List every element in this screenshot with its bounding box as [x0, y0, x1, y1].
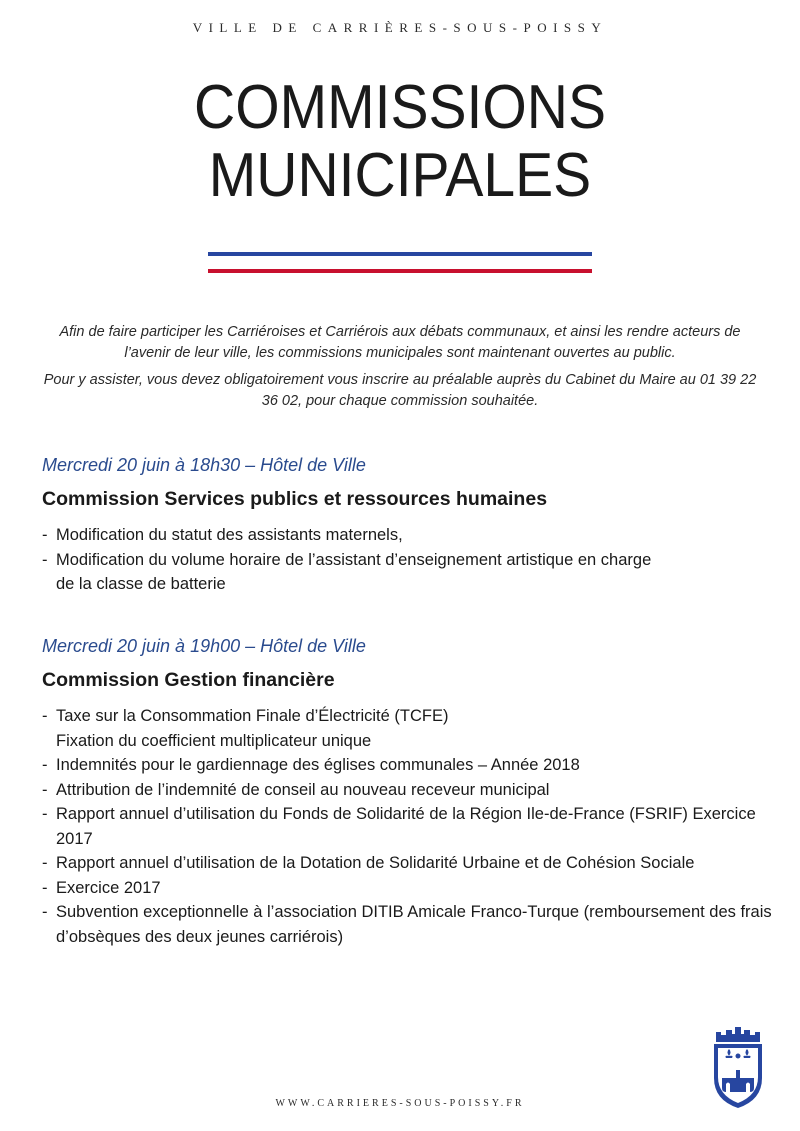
agenda-list [42, 523, 772, 597]
title-line-2: MUNICIPALES [208, 141, 592, 210]
town-name: VILLE DE CARRIÈRES-SOUS-POISSY [192, 20, 608, 35]
title-line-1: COMMISSIONS [194, 73, 606, 142]
intro-paragraph-2: Pour y assister, vous devez obligatoirement vous inscrire au préalable auprès du Cabinet du Maire au 01 39 22 36 02, pour chaque commission souhaitée. [43, 372, 757, 409]
list-item-text: Subvention exceptionnelle à l’association DITIB Amicale Franco-Turque (remboursement des frais d’obsèques des deux jeunes carriérois) [56, 903, 772, 946]
list-item-text: Modification du statut des assistants maternels, [56, 526, 403, 544]
list-item: - Exercice 2017 [42, 878, 161, 897]
section-title: Commission Gestion financière [42, 669, 335, 691]
town-crest-icon [710, 1026, 766, 1110]
list-item: - Subvention exceptionnelle à l’association DITIB Amicale Franco-Turque (remboursement des frais d’obsèques des deux jeunes carriérois) [42, 903, 772, 946]
commission-section-1 [42, 453, 772, 597]
list-item-text: Rapport annuel d’utilisation de la Dotation de Solidarité Urbaine et de Cohésion Sociale [56, 854, 695, 872]
website-url: WWW.CARRIERES-SOUS-POISSY.FR [275, 1098, 525, 1109]
page-title [0, 74, 800, 210]
list-item-text: Modification du volume horaire de l’assistant d’enseignement artistique en charge de la classe de batterie [56, 550, 652, 593]
list-item: - Modification du volume horaire de l’assistant d’enseignement artistique en charge de la classe de batterie [42, 550, 652, 593]
list-item: - Modification du statut des assistants maternels, [42, 526, 403, 544]
list-item-text: Exercice 2017 [56, 878, 161, 897]
intro-paragraph-1: Afin de faire participer les Carriéroises et Carriérois aux débats communaux, et ainsi les rendre acteurs de l’avenir de leur ville, les commissions municipales sont maintenant ouvertes au public. [59, 324, 741, 361]
agenda-list [42, 704, 772, 949]
flag-stripe-blue [208, 252, 592, 256]
intro-text [40, 322, 760, 418]
section-date: Mercredi 20 juin à 19h00 – Hôtel de Ville [42, 636, 366, 656]
list-item-text: Taxe sur la Consommation Finale d’Électricité (TCFE) Fixation du coefficient multiplicateur unique [56, 707, 449, 750]
list-item-text: Attribution de l’indemnité de conseil au nouveau receveur municipal [56, 780, 550, 799]
flag-stripe-red [208, 269, 592, 273]
list-item: - Attribution de l’indemnité de conseil au nouveau receveur municipal [42, 780, 550, 799]
commission-section-2 [42, 634, 772, 949]
list-item: - Taxe sur la Consommation Finale d’Électricité (TCFE) Fixation du coefficient multiplicateur unique [42, 707, 449, 750]
list-item: - Indemnités pour le gardiennage des églises communales – Année 2018 [42, 756, 580, 774]
section-date: Mercredi 20 juin à 18h30 – Hôtel de Ville [42, 455, 366, 475]
section-title: Commission Services publics et ressources humaines [42, 488, 548, 510]
list-item-text: Rapport annuel d’utilisation du Fonds de Solidarité de la Région Ile-de-France (FSRIF) Exercice 2017 [56, 805, 756, 848]
list-item-text: Indemnités pour le gardiennage des églises communales – Année 2018 [56, 756, 580, 774]
list-item: - Rapport annuel d’utilisation de la Dotation de Solidarité Urbaine et de Cohésion Sociale [42, 854, 695, 872]
list-item: - Rapport annuel d’utilisation du Fonds de Solidarité de la Région Ile-de-France (FSRIF) Exercice 2017 [42, 805, 756, 848]
